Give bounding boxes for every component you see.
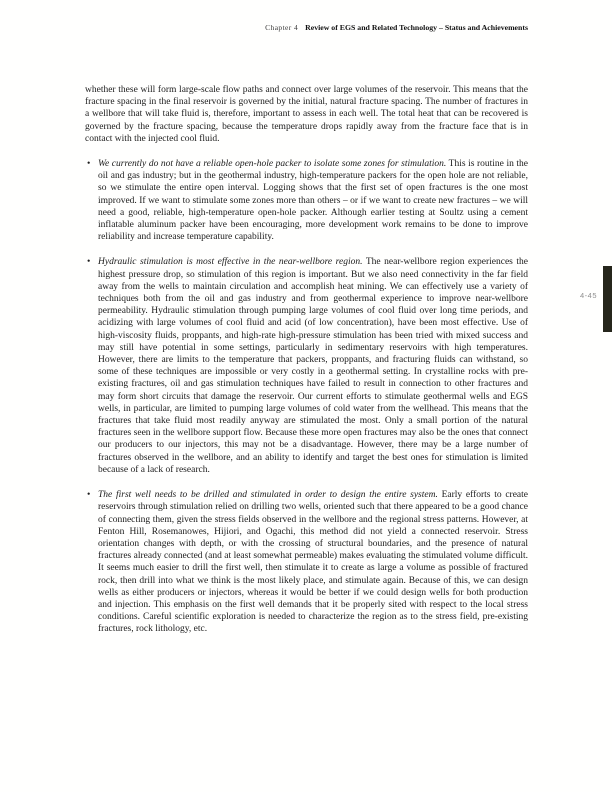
page-body [85, 84, 528, 649]
chapter-edge-tab [603, 266, 612, 332]
bullet-lead-italic: The first well needs to be drilled and stimulated in order to design the entire system. [98, 490, 438, 501]
bullet-lead-italic: Hydraulic stimulation is most effective in the near-wellbore region. [98, 257, 363, 268]
bullet-paragraph [98, 489, 528, 635]
bullet-body-text: Early efforts to create reservoirs through stimulation relied on drilling two wells, oriented such that there appeared to be a good chance of connecting them, given the stress fields observed in the wellbore and the regional stress patterns. However, at Fenton Hill, Rosemanowes, Hijiori, and Ogachi, this method did not yield a connected reservoir. Stress orientation changes with depth, or with the crossing of structural boundaries, and the presence of natural fractures already connected (and at least somewhat permeable) makes evaluating the stimulated volume difficult. It seems much easier to drill the first well, then stimulate it to create as large a volume as possible of fractured rock, then drill into what we think is the most likely place, and stimulate again. Because of this, we can design wells as either producers or injectors, whereas it would be better if we could design wells for both production and injection. This emphasis on the first well demands that it be properly sited with respect to the local stress conditions. Careful scientific exploration is needed to characterize the region as to the stress field, pre-existing fractures, rock lithology, etc. [98, 490, 528, 635]
page-header [85, 17, 528, 35]
bullet-icon: • [87, 159, 91, 170]
bullet-paragraph [98, 158, 528, 243]
bullet-item-hydraulic-stimulation [85, 256, 528, 476]
bullet-body-text: This is routine in the oil and gas industry; but in the geothermal industry, high-temperature packers for the open hole are not reliable, so we stimulate the entire open interval. Logging shows that the first set of open fractures is the one most improved. If we want to stimulate some zones more than others – or if we want to create new fractures – we will need a good, reliable, high-temperature open-hole packer. Although earlier testing at Soultz using a cement inflatable aluminum packer have been encouraging, more development work remains to be done to improve reliability and increase temperature capability. [98, 159, 528, 243]
bullet-lead-italic: We currently do not have a reliable open-hole packer to isolate some zones for stimulation. [98, 159, 447, 170]
chapter-title: Review of EGS and Related Technology – Status and Achievements [305, 23, 528, 32]
bullet-icon: • [87, 257, 91, 268]
bullet-item-first-well [85, 489, 528, 635]
bullet-paragraph [98, 256, 528, 476]
bullet-icon: • [87, 490, 91, 501]
chapter-label: Chapter 4 [265, 23, 299, 32]
paragraph-intro: whether these will form large-scale flow paths and connect over large volumes of the reservoir. This means that the fracture spacing in the final reservoir is governed by the initial, natural fracture spacing. The number of fractures in a wellbore that will take fluid is, therefore, important to assess in each well. The total heat that can be recovered is governed by the fracture spacing, because the temperature drops rapidly away from the fracture face that is in contact with the injected cool fluid. [85, 85, 528, 144]
bullet-body-text: The near-wellbore region experiences the highest pressure drop, so stimulation of this region is important. But we also need connectivity in the far field away from the wells to maintain circulation and accomplish heat mining. We can effectively use a variety of techniques both from the oil and gas industry and from geothermal experience to improve near-wellbore permeability. Hydraulic stimulation through pumping large volumes of cool fluid over long time periods, and acidizing with large volumes of cool fluid and acid (of low concentration), have been most effective. Use of high-viscosity fluids, proppants, and high-rate high-pressure stimulation has been tried with mixed success and may still have potential in some settings, particularly in sedimentary reservoirs with high temperatures. However, there are limits to the temperature that packers, proppants, and fracturing fluids can withstand, so some of these techniques are impossible or very costly in a geothermal setting. In crystalline rocks with pre-existing fractures, oil and gas stimulation techniques have failed to result in connection to other fractures and may form short circuits that damage the reservoir. Our current efforts to stimulate geothermal wells and EGS wells, in particular, are limited to pumping large volumes of cold water from the wellhead. This means that the fractures that take fluid most readily anyway are stimulated the most. Only a small portion of the natural fractures seen in the wellbore support flow. Because these more open fractures may also be the ones that connect our producers to our injectors, this may not be a disadvantage. However, there may be a large number of fractures observed in the wellbore, and an ability to identify and target the best ones for stimulation is limited because of a lack of research. [98, 257, 528, 475]
page-number: 4-45 [579, 291, 597, 300]
bullet-item-packer [85, 158, 528, 243]
